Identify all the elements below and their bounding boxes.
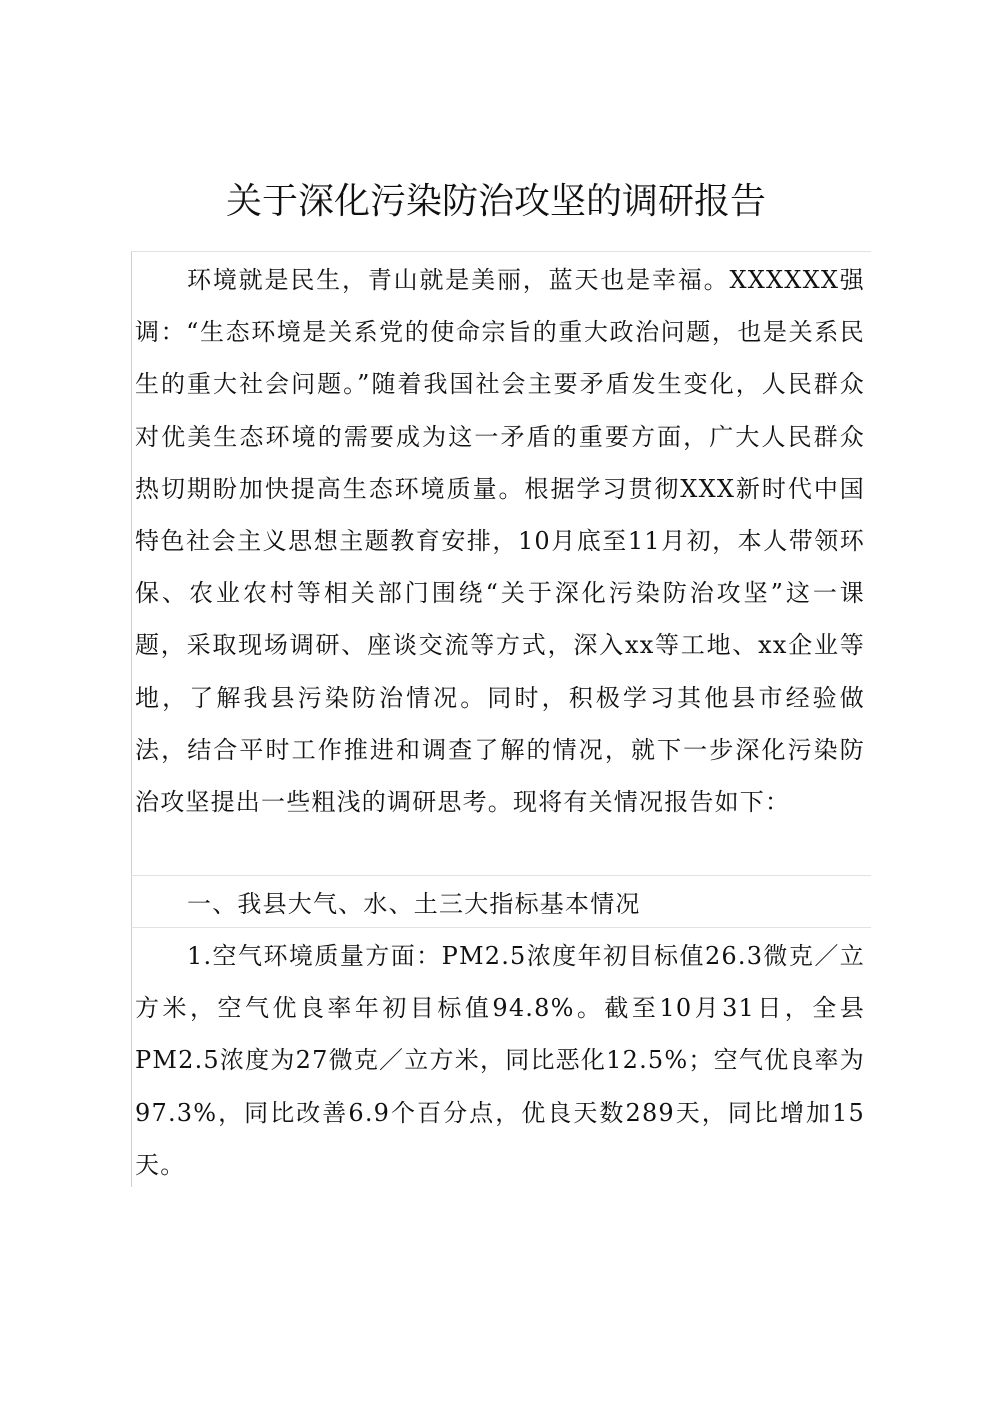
row-divider	[131, 875, 871, 876]
table-left-border	[131, 251, 132, 1187]
intro-paragraph: 环境就是民生，青山就是美丽，蓝天也是幸福。XXXXXX强调：“生态环境是关系党的使命宗旨的重大政治问题，也是关系民生的重大社会问题。”随着我国社会主要矛盾发生变化，人民群众对优美生态环境的需要成为这一矛盾的重要方面，广大人民群众热切期盼加快提高生态环境质量。根据学习贯彻XXX新时代中国特色社会主义思想主题教育安排，10月底至11月初，本人带领环保、农业农村等相关部门围绕“关于深化污染防治攻坚”这一课题，采取现场调研、座谈交流等方式，深入xx等工地、xx企业等地，了解我县污染防治情况。同时，积极学习其他县市经验做法，结合平时工作推进和调查了解的情况，就下一步深化污染防治攻坚提出一些粗浅的调研思考。现将有关情况报告如下：	[135, 266, 865, 817]
section-heading: 一、我县大气、水、土三大指标基本情况	[187, 890, 641, 918]
document-title: 关于深化污染防治攻坚的调研报告	[225, 181, 766, 222]
air-quality-paragraph: 1.空气环境质量方面：PM2.5浓度年初目标值26.3微克／立方米，空气优良率年初目标值94.8%。截至10月31日，全县PM2.5浓度为27微克／立方米，同比恶化12.5%；空气优良率为97.3%，同比改善6.9个百分点，优良天数289天，同比增加15天。	[135, 942, 865, 1179]
table-top-border	[131, 251, 871, 252]
